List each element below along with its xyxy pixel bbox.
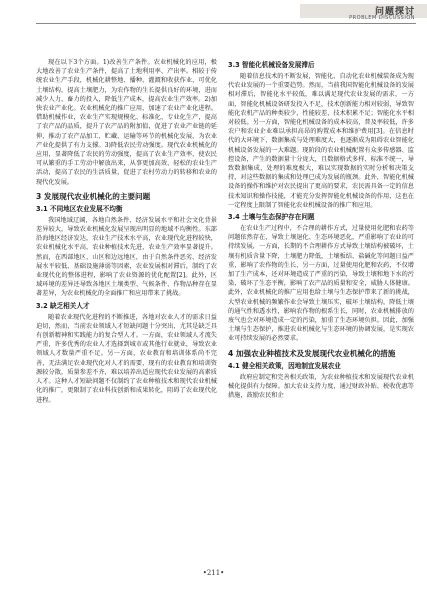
- header-rule: [36, 23, 416, 24]
- subsection-heading: 3.4 土壤与生态保护存在问题: [228, 213, 315, 222]
- left-column: [36, 58, 217, 405]
- paragraph: 在农业生产过程中，不合理的耕作方式，过量使用化肥和农药等问题依然存在，导致土壤退化、生态环境恶化，严重影响了农业的可持续发展，一方面，长期的不合理耕作方式导致土壤结构被破坏，土壤有机质含量下降，土壤肥力降低，土壤板结、盐碱化等问题日益严重，影响了农作物的生长，另一方面，过量使用化肥和农药，不仅增加了生产成本，还对环境造成了严重的污染，导致土壤和地下水的污染，破坏了生态平衡，影响了农产品的质量和安全，威胁人体健康。此外，农业机械化的推广应用也给土壤与生态保护带来了新的挑战，大型农业机械的频繁作业会导致土壤压实，破坏土壤结构，降低土壤的通气性和透水性，影响农作物的根系生长，同时，农业机械排放的废气也会对环境造成一定的污染，加重了生态环境负担。因此，加强土壤与生态保护，推进农业机械化与生态环境的协调发展，是实现农业可持续发展的必然要求。: [228, 225, 414, 343]
- subsection-heading: 3.3 智能化机械设备发展滞后: [228, 61, 315, 69]
- paragraph: 我国地域辽阔，各地自然条件、经济发展水平和社会文化背景差异较大，导致农业机械化发展呈现出明显的地域不均衡性。东部沿海地区经济发达，农业生产技术水平高，农业现代化进程较快，农业机械化水平高，农业种植技术先进，农业生产效率显著提升。然而，在西部地区、山区和边远地区，由于自然条件恶劣、经济发展水平较低、基础设施薄弱等因素，农业发展相对滞后，制约了农业现代化的整体进程，影响了农业资源的优化配置[2]。此外，区域环境的差异还导致各地区土壤类型、气候条件、作物品种存在显著差异，为农业机械化的全面推广和应用带来了挑战。: [36, 216, 217, 298]
- section-title: 问题探讨: [374, 7, 415, 17]
- paragraph: 政府应制定和完善相关政策，为农业种植技术和发展现代农业机械化提供有力保障。加大农业支持力度，通过财政补贴、税收优惠等措施，鼓励农民和企: [228, 373, 414, 400]
- page-header: [0, 0, 427, 24]
- right-column: [228, 58, 414, 400]
- paragraph: 随着信息技术的不断发展，智能化、自动化农业机械装备成为现代农业发展的一个重要趋势。然而，当前我国智能化机械设备的发展相对滞后，智能化水平较低，难以满足现代农业发展的需求，一方面，智能化机械设备研发投入不足，技术创新能力相对较弱，导致智能化农机产品的种类较少，性能较差，技术积累不足；智能化水平相对较低。另一方面，智能化机械设备的成本较高，普及率较低，许多农户和农业企业难以承担高昂的购置成本和维护费用[3]。在信息时代的大环境下，数据集成与处理难度大，也逐渐成为阻碍农业智能化机械设备发展的一大难题。现阶段的农业机械配置有众多传感器、监控设备，产生的数据量十分庞大，且数据格式多样、标准不统一，导致数据集成、处理的难度极大，难以实现数据的实时分析和决策支持，对这些数据的集成和处理已成为发展的瓶颈。此外，智能化机械设备的操作和维护对农民提出了更高的要求，农民需具备一定的信息技术知识和操作技能，才能充分发挥智能化机械设备的作用，这也在一定程度上限制了智能化农业机械设备的推广和应用。: [228, 73, 414, 209]
- subsection-heading: 4.1 健全相关政策，因地制宜发展农业: [228, 361, 341, 370]
- subsection-heading: 3.1 不同地区农业发展不均衡: [36, 204, 123, 213]
- section-heading: 3 发展现代农业机械化的主要问题: [36, 191, 151, 201]
- section-subtitle: PROBLEM DISCUSSION: [349, 15, 415, 21]
- paragraph: 现在以下3个方面。1)改善生产条件。农业机械化的应用，极大地改善了农业生产条件，提高了土地利用率、产出率。相较于传统农业生产手段，机械化耕整地、播种、灌溉和收获作业，可优化土壤结构，提高土壤肥力，为农作物的生长提供良好的环境，进而减少人力、畜力的投入，降低生产成本，提高农业生产效率。2)加快农业产业化。农业机械化的推广应用，加速了农业产业化进程。借助机械作业，农业生产实现规模化、标准化、专业化生产，提高了农产品的品质，提升了农产品的附加值，促进了农业产业链的延伸，推动了农产品加工、贮藏、运输等环节的机械化发展，为农业产业化提供了有力支撑。3)降低农民劳动强度。现代农业机械化的应用，显著降低了农民的劳动强度，提高了农业生产效率，使农民可从繁重的手工劳动中解放出来，从事更加高效、轻松的农业生产活动，提高了农民的生活质量，促进了农村劳动力的转移和农业的现代化发展。: [36, 59, 217, 186]
- subsection-heading: 3.2 缺乏相关人才: [36, 301, 90, 310]
- paragraph: 随着农业现代化进程的不断推进，各地对农业人才的需求日益迫切，然而，当前农业领域人才短缺问题十分突出，尤其是缺乏具有创新精神和实践能力的复合型人才。一方面，农业领域人才流失严重，许多优秀的农业人才选择到城市或其他行业就业，导致农业领域人才数量严重不足。另一方面，农业教育和培训体系尚不完善，无法满足农业现代化对人才的需要，现有的农业教育和培训资源较分散，质量参差不齐，难以培养出适应现代农业发展的高素质人才。这种人才短缺问题不仅制约了农业种植技术和现代农业机械化的推广，更限制了农业科技创新和成果转化，阻碍了农业现代化进程。: [36, 313, 217, 404]
- page-number: •211•: [202, 569, 225, 577]
- section-heading: 4 加强农业种植技术及发展现代农业机械化的措施: [228, 348, 396, 358]
